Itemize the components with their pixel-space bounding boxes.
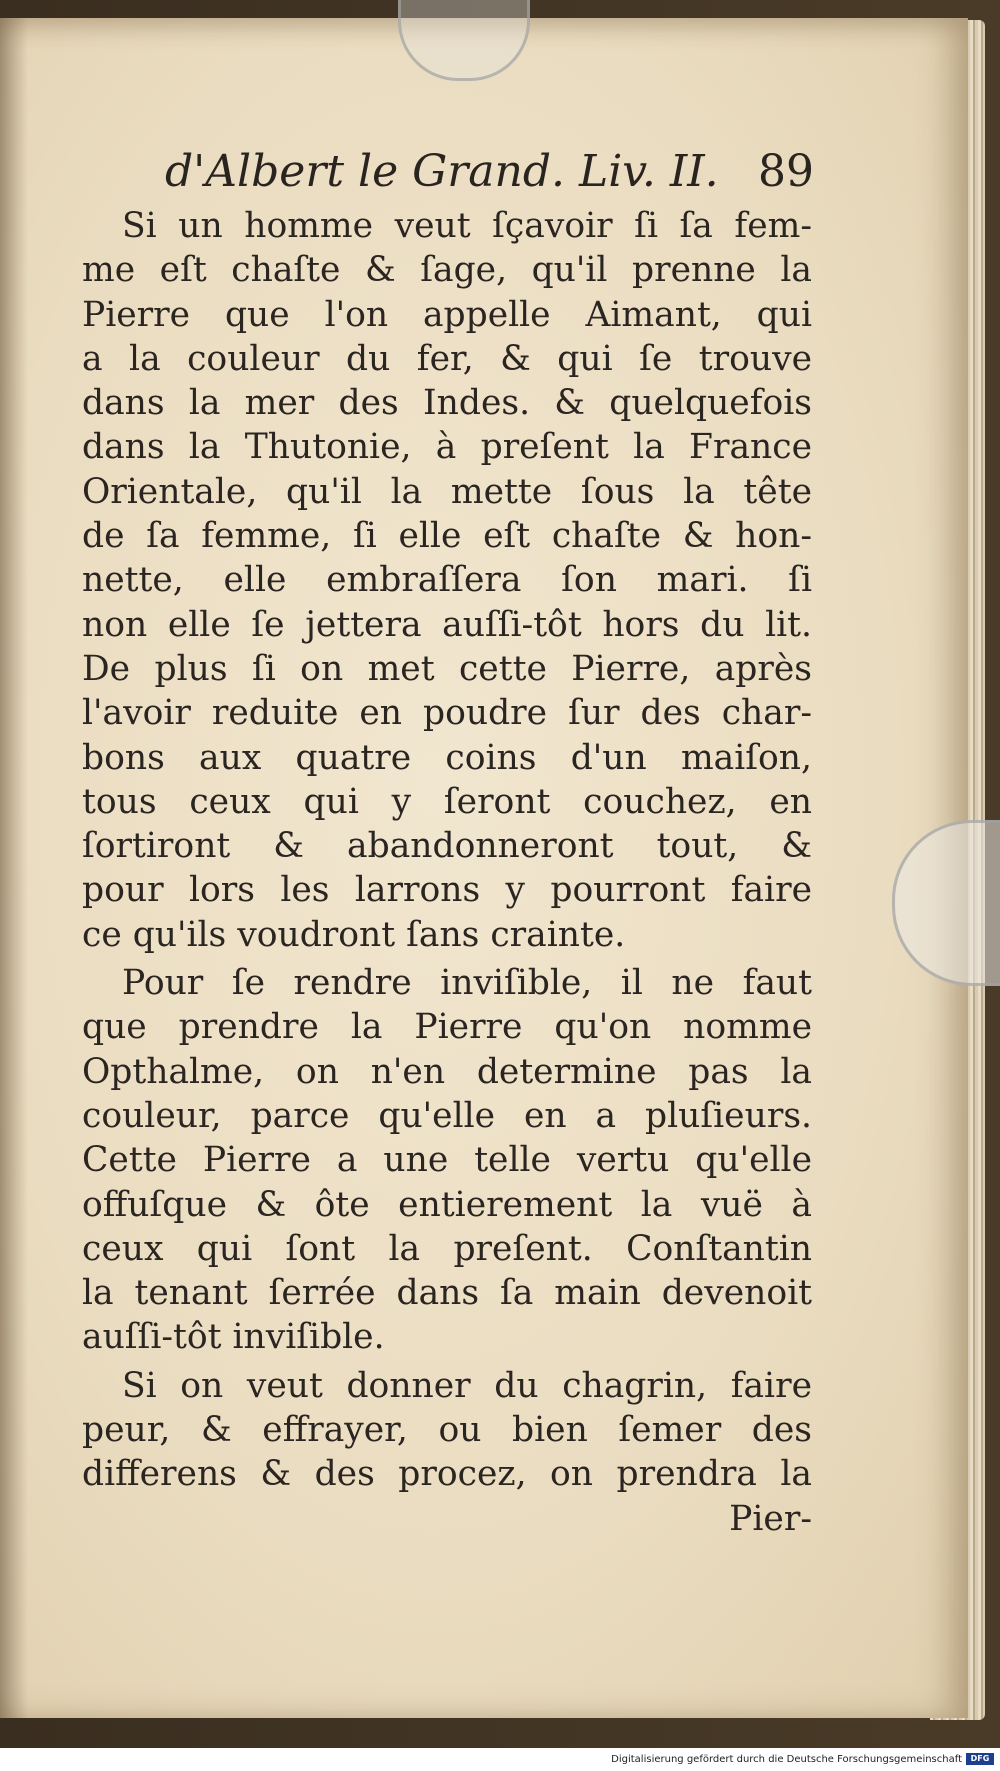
text-line: Pierre que l'on appelle Aimant, qui	[82, 294, 812, 335]
text-line: peur, & effrayer, ou bien ſemer des	[82, 1410, 812, 1451]
text-line: ſortiront & abandonneront tout, &	[82, 826, 812, 867]
dfg-logo: DFG	[966, 1753, 994, 1765]
catchword: Pier-	[729, 1498, 812, 1539]
book-page	[0, 18, 968, 1718]
text-line: bons aux quatre coins d'un maiſon,	[82, 737, 812, 778]
text-line: Si un homme veut ſçavoir ſi ſa fem-	[122, 206, 812, 246]
text-line: Opthalme, on n'en determine pas la	[82, 1051, 812, 1092]
text-line: que prendre la Pierre qu'on nomme	[82, 1007, 812, 1048]
text-line: pour lors les larrons y pourront faire	[82, 870, 812, 911]
text-line: De plus ſi on met cette Pierre, après	[82, 648, 812, 689]
text-line: Si on veut donner du chagrin, faire	[122, 1365, 812, 1406]
text-line: ce qu'ils voudront ſans crainte.	[82, 914, 626, 955]
text-line: me eſt chaſte & ſage, qu'il prenne la	[82, 250, 812, 291]
text-line: couleur, parce qu'elle en a pluſieurs.	[82, 1095, 812, 1136]
funding-credit: Digitalisierung gefördert durch die Deutsche Forschungsgemeinschaft	[611, 1754, 962, 1765]
text-line: ceux qui ſont la preſent. Conſtantin	[82, 1228, 812, 1269]
text-line: a la couleur du fer, & qui ſe trouve	[82, 338, 812, 379]
text-line: differens & des procez, on prendra la	[82, 1454, 812, 1495]
page-number: 89	[758, 146, 814, 197]
body-text	[82, 204, 812, 1541]
page-header	[165, 146, 815, 206]
text-line: Cette Pierre a une telle vertu qu'elle	[82, 1140, 812, 1181]
text-line: tous ceux qui y ſeront couchez, en	[82, 781, 812, 822]
running-head: d'Albert le Grand. Liv. II.	[165, 146, 719, 197]
text-line: dans la mer des Indes. & quelquefois	[82, 383, 812, 424]
text-line: de ſa femme, ſi elle eſt chaſte & hon-	[82, 516, 812, 557]
text-line: l'avoir reduite en poudre ſur des char-	[82, 693, 812, 734]
text-line: Pour ſe rendre inviſible, il ne faut	[122, 963, 812, 1004]
text-line: dans la Thutonie, à preſent la France	[82, 427, 812, 468]
text-line: auſſi-tôt inviſible.	[82, 1317, 385, 1358]
text-line: offuſque & ôte entierement la vuë à	[82, 1184, 812, 1225]
text-line: nette, elle embraſſera ſon mari. ſi	[82, 560, 812, 601]
text-line: Orientale, qu'il la mette ſous la tête	[82, 471, 812, 512]
text-line: non elle ſe jettera auſſi-tôt hors du lit.	[82, 604, 812, 645]
digitization-footer	[0, 1748, 1000, 1771]
text-line: la tenant ſerrée dans ſa main devenoit	[82, 1273, 812, 1314]
